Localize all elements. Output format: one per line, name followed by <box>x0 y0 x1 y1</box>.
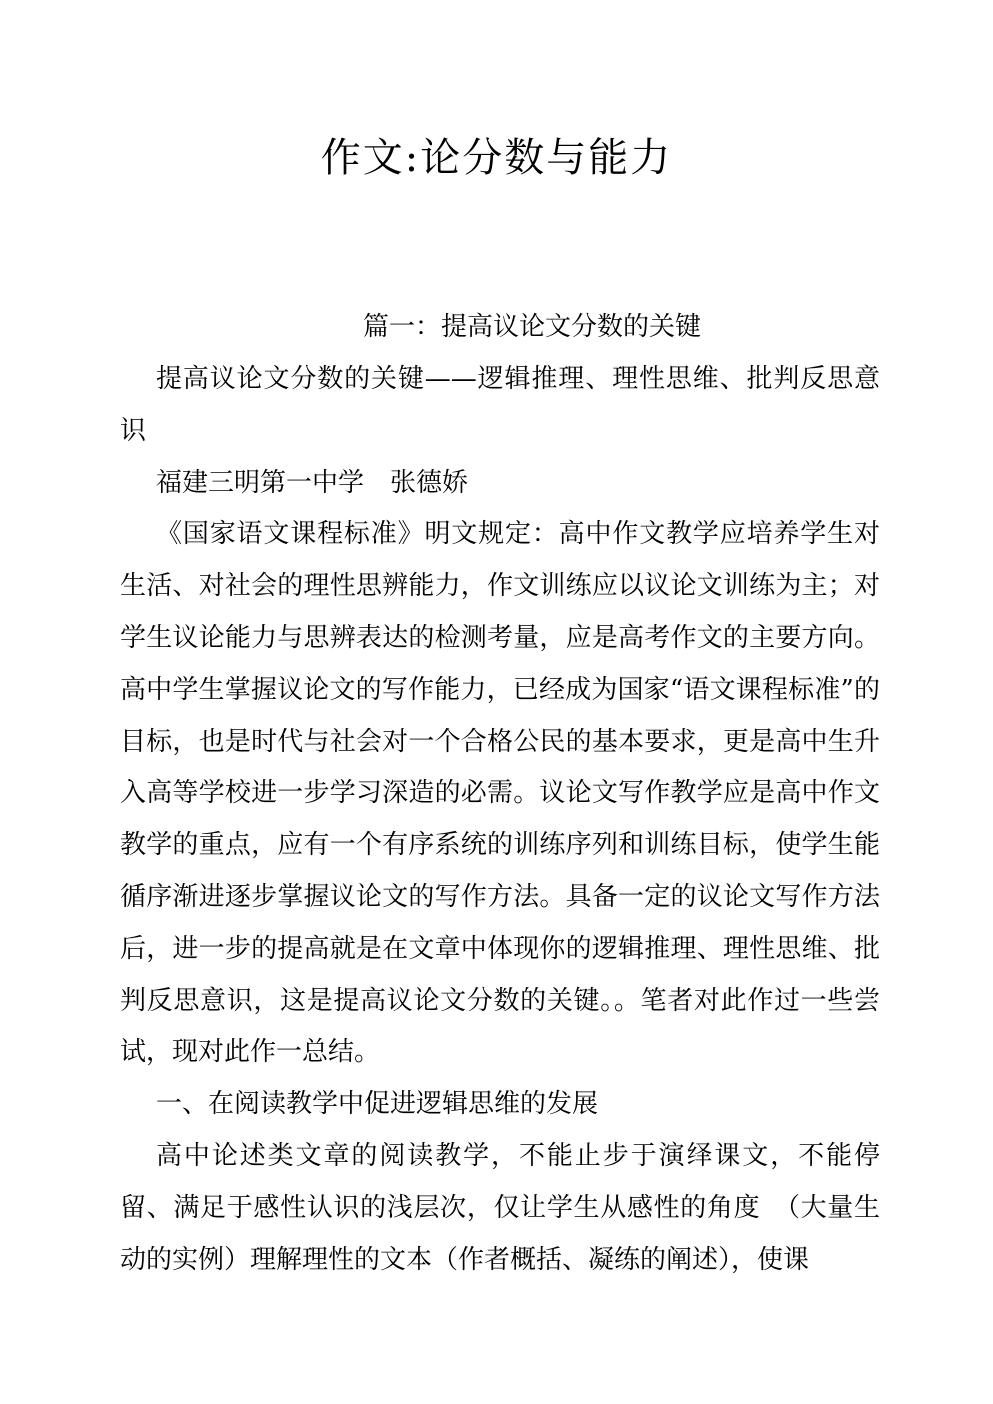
paragraph-section-one-heading: 一、在阅读教学中促进逻辑思维的发展 <box>156 1089 599 1120</box>
document-title: 作文:论分数与能力 <box>320 135 673 181</box>
paragraph-author: 福建三明第一中学 张德娇 <box>156 467 469 498</box>
paragraph-introduction: 《国家语文课程标准》明文规定：高中作文教学应培养学生对生活、对社会的理性思辨能力，作文训练应以议论文训练为主；对学生议论能力与思辨表达的检测考量，应是高考作文的主要方向。高中学生掌握议论文的写作能力，已经成为国家“语文课程标准”的目标，也是时代与社会对一个合格公民的基本要求，更是高中生升入高等学校进一步学习深造的必需。议论文写作教学应是高中作文教学的重点，应有一个有序系统的训练序列和训练目标，使学生能循序渐进逐步掌握议论文的写作方法。具备一定的议论文写作方法后，进一步的提高就是在文章中体现你的逻辑推理、理性思维、批判反思意识，这是提高议论文分数的关键。。笔者对此作过一些尝试，现对此作一总结。 <box>120 519 880 1068</box>
section-heading: 篇一：提高议论文分数的关键 <box>363 312 702 342</box>
paragraph-section-one-body: 高中论述类文章的阅读教学，不能止步于演绎课文，不能停留、满足于感性认识的浅层次，仅让学生从感性的角度 （大量生动的实例）理解理性的文本（作者概括、凝练的阐述），使课 <box>120 1140 880 1275</box>
paragraph-essay-title: 提高议论文分数的关键——逻辑推理、理性思维、批判反思意识 <box>120 364 880 446</box>
document-body <box>120 354 880 1286</box>
